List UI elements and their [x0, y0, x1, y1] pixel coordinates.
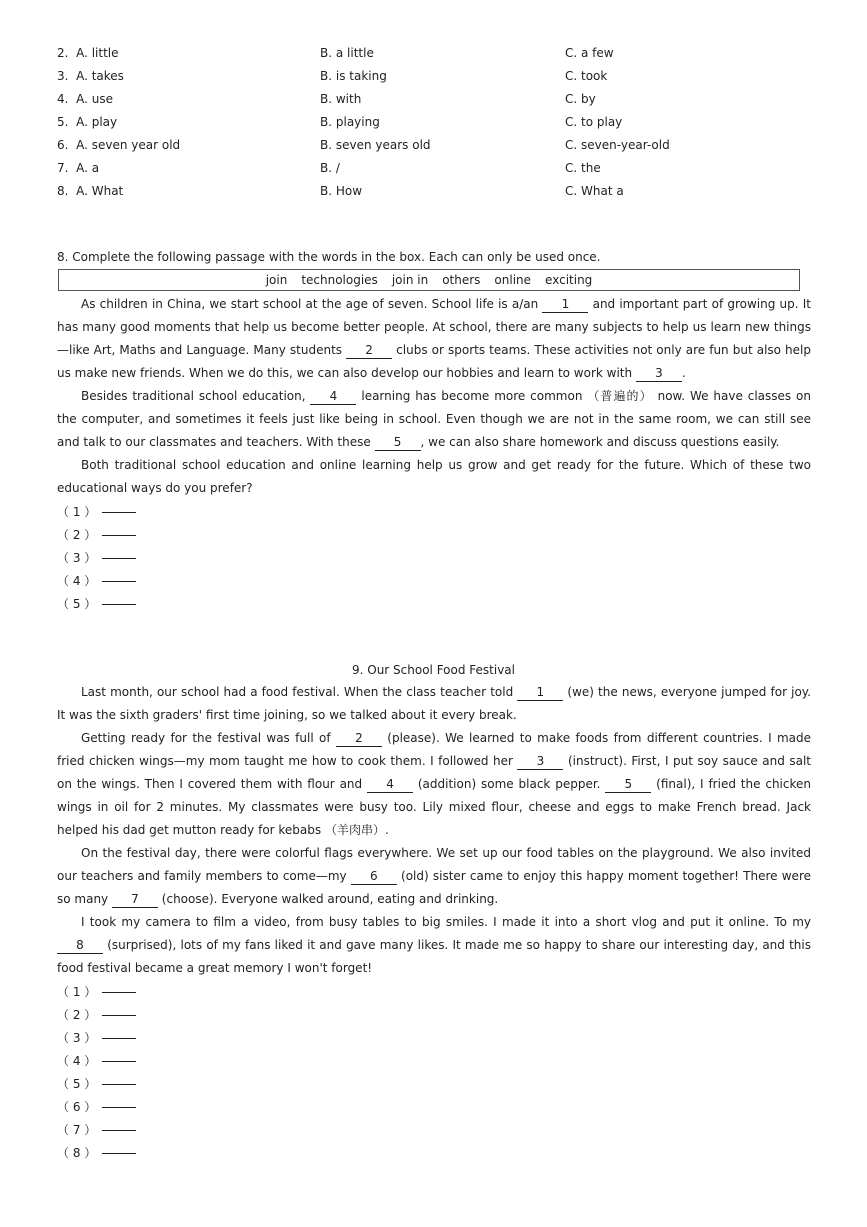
paragraph: On the festival day, there were colorful flags everywhere. We set up our food tables on the playground. We also invited our teachers and family members to come—my 6 (old) sister came to enjoy this happy moment together! There were so many 7 (choose). Everyone walked around, eating and drinking.	[57, 846, 811, 906]
blank: 6	[351, 869, 397, 885]
word-box	[58, 269, 800, 291]
answer-line[interactable]: （ 1 ）	[57, 502, 257, 525]
blank: 1	[542, 297, 588, 313]
answer-line[interactable]: （ 4 ）	[57, 571, 257, 594]
answer-line[interactable]: （ 1 ）	[57, 982, 257, 1005]
blank: 5	[605, 777, 651, 793]
word-box-item: others	[442, 273, 481, 287]
choice-row: 6. A. seven year old B. seven years old C. seven-year-old	[57, 138, 670, 152]
blank: 1	[517, 685, 563, 701]
choice-row: 3. A. takes B. is taking C. took	[57, 69, 608, 83]
q8-instruction: 8. Complete the following passage with the words in the box. Each can only be used once.	[57, 250, 601, 264]
choice-row: 2. A. little B. a little C. a few	[57, 46, 614, 60]
answer-line[interactable]: （ 8 ）	[57, 1143, 257, 1166]
paragraph: Besides traditional school education, 4 learning has become more common （普遍的） now. We have classes on the computer, and sometimes it feels just like being in school. Even though we are not in the same room, we can still see and talk to our classmates and teachers. With these 5 , we can also share homework and discuss questions easily.	[57, 389, 811, 449]
q8-answer-lines	[57, 502, 257, 617]
q9-answer-lines	[57, 982, 257, 1166]
choice-row: 7. A. a B. / C. the	[57, 161, 601, 175]
blank: 8	[57, 938, 103, 954]
choice-row: 4. A. use B. with C. by	[57, 92, 596, 106]
q8-passage	[57, 293, 811, 500]
paragraph: Getting ready for the festival was full of 2 (please). We learned to make foods from different countries. I made fried chicken wings—my mom taught me how to cook them. I followed her 3 (instruct). First, I put soy sauce and salt on the wings. Then I covered them with flour and 4 (addition) some black pepper. 5 (final), I fried the chicken wings in oil for 2 minutes. My classmates were busy too. Lily mixed flour, cheese and eggs to make French bread. Jack helped his dad get mutton ready for kebabs （羊肉串）.	[57, 731, 812, 837]
answer-line[interactable]: （ 3 ）	[57, 548, 257, 571]
answer-line[interactable]: （ 7 ）	[57, 1120, 257, 1143]
blank: 2	[346, 343, 392, 359]
blank: 4	[310, 389, 356, 405]
blank: 3	[517, 754, 563, 770]
multiple-choice-options	[57, 44, 817, 205]
blank: 2	[336, 731, 382, 747]
answer-line[interactable]: （ 4 ）	[57, 1051, 257, 1074]
blank: 4	[367, 777, 413, 793]
choice-row: 8. A. What B. How C. What a	[57, 184, 624, 198]
word-box-item: online	[494, 273, 532, 287]
answer-line[interactable]: （ 2 ）	[57, 1005, 257, 1028]
q9-title: 9. Our School Food Festival	[351, 663, 515, 677]
paragraph: As children in China, we start school at the age of seven. School life is a/an 1 and important part of growing up. It has many good moments that help us become better people. At school, there are many subjects to help us learn new things—like Art, Maths and Language. Many students 2 clubs or sports teams. These activities not only are fun but also help us make new friends. When we do this, we can also develop our hobbies and learn to work with 3 .	[57, 297, 811, 380]
blank: 3	[636, 366, 682, 382]
q9-passage	[57, 681, 811, 980]
answer-line[interactable]: （ 5 ）	[57, 594, 257, 617]
blank: 7	[112, 892, 158, 908]
word-box-item: join	[265, 273, 288, 287]
word-box-item: technologies	[301, 273, 378, 287]
paragraph: Both traditional school education and online learning help us grow and get ready for the future. Which of these two educational ways do you prefer?	[57, 458, 811, 495]
word-box-item: exciting	[545, 273, 593, 287]
word-box-item: join in	[391, 273, 429, 287]
paragraph: Last month, our school had a food festival. When the class teacher told 1 (we) the news, everyone jumped for joy. It was the sixth graders' first time joining, so we talked about it every break.	[57, 685, 811, 722]
blank: 5	[375, 435, 421, 451]
answer-line[interactable]: （ 2 ）	[57, 525, 257, 548]
choice-row: 5. A. play B. playing C. to play	[57, 115, 623, 129]
answer-line[interactable]: （ 5 ）	[57, 1074, 257, 1097]
answer-line[interactable]: （ 6 ）	[57, 1097, 257, 1120]
answer-line[interactable]: （ 3 ）	[57, 1028, 257, 1051]
paragraph: I took my camera to film a video, from busy tables to big smiles. I made it into a short vlog and put it online. To my 8 (surprised), lots of my fans liked it and gave many likes. It made me so happy to share our interesting day, and this food festival became a great memory I won't forget!	[57, 915, 811, 975]
